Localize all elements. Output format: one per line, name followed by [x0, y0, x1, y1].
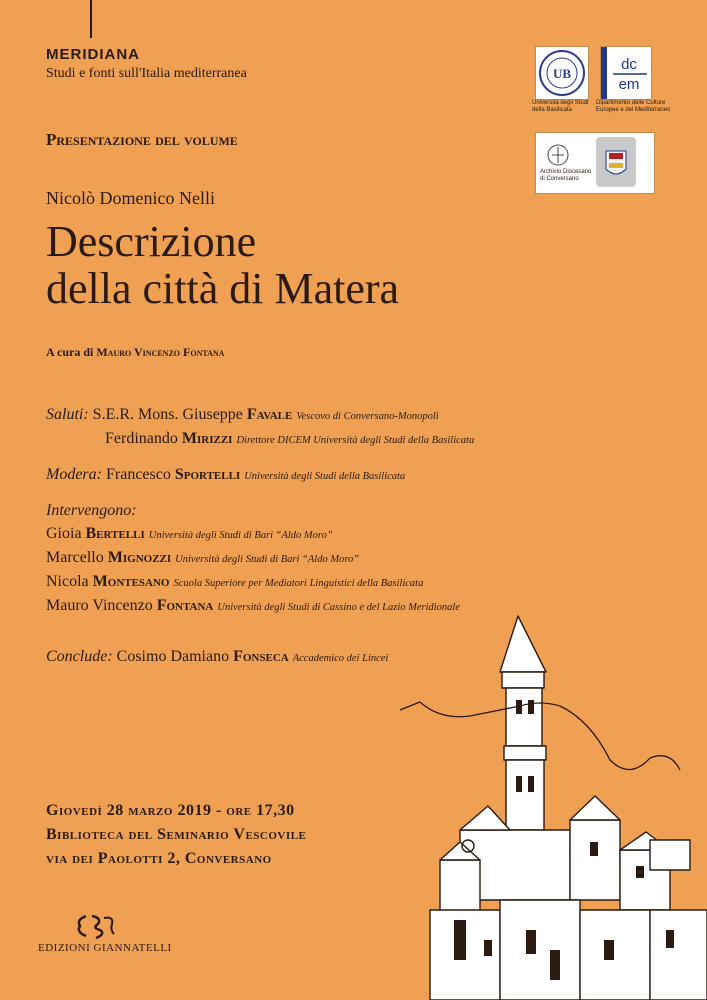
conclude-label: Conclude:: [46, 648, 113, 665]
svg-text:UB: UB: [552, 66, 572, 81]
book-author: Nicolò Domenico Nelli: [46, 188, 215, 208]
presentation-label: Presentazione del volume: [46, 130, 238, 149]
archivio-logo: [535, 132, 655, 194]
curator-prefix: A cura di: [46, 345, 94, 359]
speaker-surname: Mignozzi: [107, 549, 172, 566]
speaker-surname: Mirizzi: [181, 430, 233, 447]
saluti-row-2: [105, 430, 474, 448]
dicem-caption: Dipartimento delle Culture Europee e del Mediterraneo: [596, 100, 671, 113]
speaker-affiliation: Scuola Superiore per Mediatori Linguistici della Basilicata: [173, 578, 424, 589]
speaker-surname: Sportelli: [174, 466, 241, 483]
speaker-affiliation: Università degli Studi di Bari “Aldo Moro”: [175, 554, 360, 565]
series-subtitle: Studi e fonti sull'Italia mediterranea: [46, 66, 247, 81]
town-sketch-illustration: [400, 610, 707, 1000]
book-title-line2: della città di Matera: [46, 264, 400, 313]
eg-monogram-icon: [72, 912, 122, 940]
intervengono-label: Intervengono:: [46, 502, 137, 519]
unibas-caption: Università degli Studi della Basilicata: [532, 100, 589, 113]
speaker-surname: Bertelli: [85, 525, 145, 542]
speaker-surname: Fonseca: [233, 648, 289, 665]
intervengono-row-3: [46, 573, 423, 591]
speaker-first: Francesco: [105, 466, 171, 483]
speaker-first: Cosimo Damiano: [116, 648, 230, 665]
publisher-name: EDIZIONI GIANNATELLI: [38, 942, 172, 954]
curator-name: Mauro Vincenzo Fontana: [96, 345, 225, 359]
speaker-first: S.E.R. Mons. Giuseppe: [92, 406, 243, 423]
series-name: MERIDIANA: [46, 46, 140, 63]
speaker-first: Gioia: [46, 525, 82, 542]
saluti-label: Saluti:: [46, 406, 89, 423]
speaker-surname: Montesano: [92, 573, 170, 590]
speaker-surname: Favale: [246, 406, 293, 423]
curator: [46, 345, 224, 360]
svg-text:em: em: [618, 76, 640, 93]
conclude-row: [46, 648, 388, 666]
speaker-surname: Fontana: [156, 597, 214, 614]
speaker-first: Mauro Vincenzo: [46, 597, 153, 614]
dicem-logo: [600, 46, 652, 100]
unibas-logo: [535, 46, 589, 100]
dicem-mark-icon: [601, 47, 651, 99]
speaker-first: Marcello: [46, 549, 104, 566]
speaker-affiliation: Direttore DICEM Università degli Studi della Basilicata: [236, 435, 475, 446]
modera-label: Modera:: [46, 466, 102, 483]
event-venue: Biblioteca del Seminario Vescovile: [46, 826, 307, 843]
series-rule: [90, 0, 92, 38]
archivio-crest-icon: [536, 133, 654, 193]
intervengono-row-2: [46, 549, 359, 567]
archivio-caption: Archivio Diocesano di Conversano: [540, 169, 592, 182]
svg-text:dc: dc: [621, 56, 637, 73]
speaker-first: Nicola: [46, 573, 89, 590]
modera-row: [46, 466, 405, 484]
speaker-affiliation: Accademico dei Lincei: [292, 653, 389, 664]
event-datetime: Giovedì 28 marzo 2019 - ore 17,30: [46, 802, 295, 819]
intervengono-row-4: [46, 597, 460, 615]
book-title-line1: Descrizione: [46, 217, 257, 266]
speaker-affiliation: Vescovo di Conversano-Monopoli: [296, 411, 439, 422]
speaker-first: Ferdinando: [105, 430, 178, 447]
event-address: via dei Paolotti 2, Conversano: [46, 850, 272, 867]
speaker-affiliation: Università degli Studi della Basilicata: [244, 471, 406, 482]
book-title: [46, 218, 399, 312]
intervengono-label-row: [46, 502, 137, 520]
intervengono-row-1: [46, 525, 333, 543]
speaker-affiliation: Università degli Studi di Bari “Aldo Moro”: [148, 530, 333, 541]
saluti-row-1: [46, 406, 439, 424]
unibas-seal-icon: [536, 47, 588, 99]
speaker-affiliation: Università degli Studi di Cassino e del Lazio Meridionale: [217, 602, 461, 613]
